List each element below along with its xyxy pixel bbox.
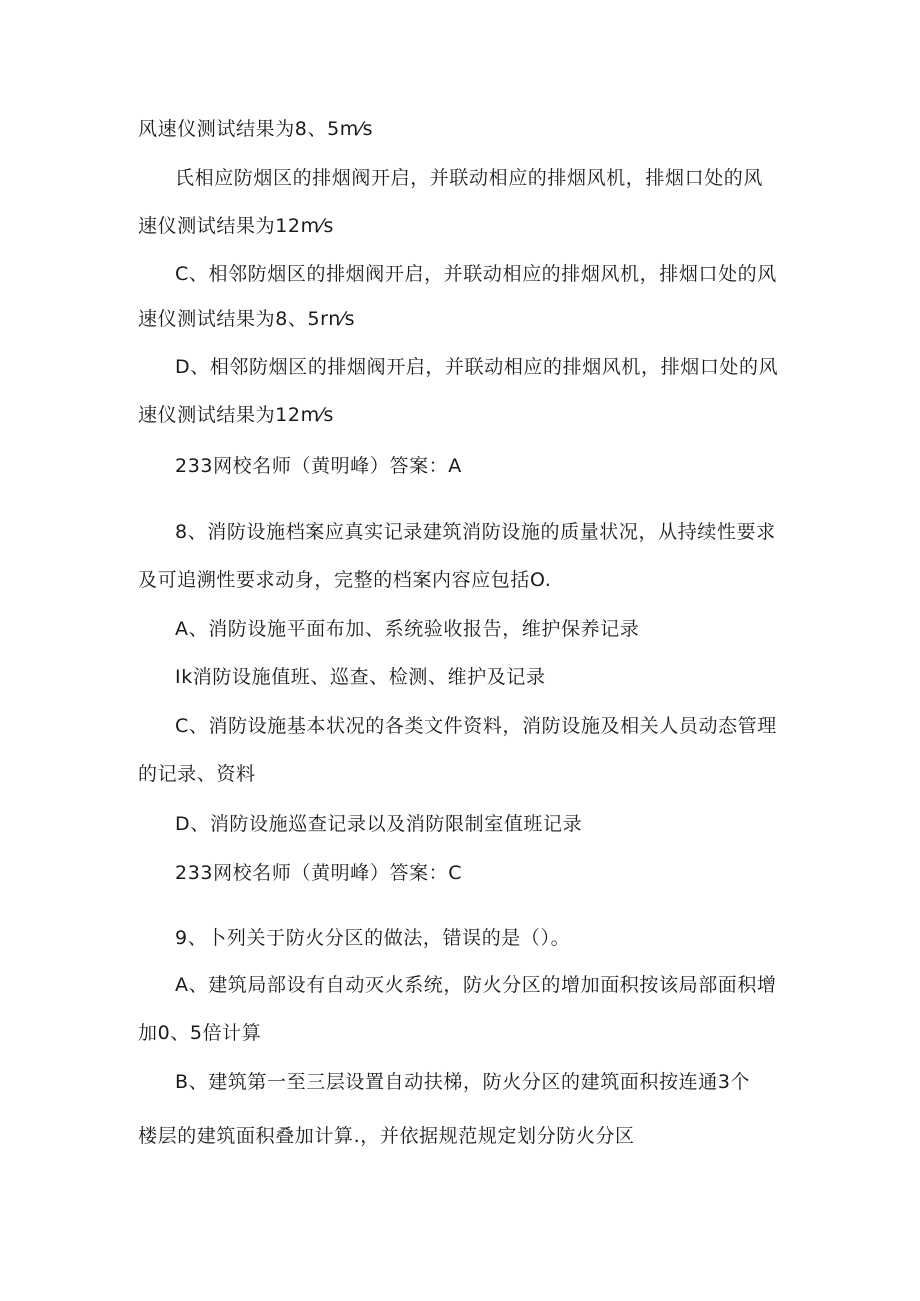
text-line: 加0、5倍计算 (138, 1022, 262, 1044)
option-line: D、消防设施巡查记录以及消防限制室值班记录 (175, 813, 583, 835)
text-line: D、相邻防烟区的排烟阀开启，并联动相应的排烟风机，排烟口处的风 (175, 356, 779, 378)
option-line: B、建筑第一至三层设置自动扶梯，防火分区的建筑面积按连通3个 (175, 1071, 751, 1093)
text-line: C、相邻防烟区的排烟阀开启，并联动相应的排烟风机，排烟口处的风 (175, 263, 777, 285)
answer-line: 233网校名师（黄明峰）答案：C (175, 862, 463, 884)
text-line: 速仪测试结果为12m⁄s (138, 215, 334, 237)
text-line: 风速仪测试结果为8、5m⁄s (138, 118, 374, 140)
option-line: Ik消防设施值班、巡查、检测、维护及记录 (175, 666, 546, 688)
text-line: 的记录、资料 (138, 763, 256, 785)
option-line: C、消防设施基本状况的各类文件资料，消防设施及相关人员动态管理 (175, 715, 777, 737)
question-line: 8、消防设施档案应真实记录建筑消防设施的质量状况，从持续性要求 (175, 521, 776, 543)
option-line: A、消防设施平面布加、系统验收报告，维护保养记录 (175, 618, 640, 640)
option-line: A、建筑局部设有自动灭火系统，防火分区的增加面积按该局部面积增 (175, 974, 777, 996)
text-line: 楼层的建筑面积叠加计算.，并依据规范规定划分防火分区 (138, 1125, 635, 1147)
text-line: 氏相应防烟区的排烟阀开启，并联动相应的排烟风机，排烟口处的风 (175, 167, 764, 189)
question-line: 9、卜列关于防火分区的做法，错误的是（）。 (175, 927, 571, 949)
text-line: 速仪测试结果为8、5rn⁄s (138, 308, 356, 330)
answer-line: 233网校名师（黄明峰）答案：A (175, 455, 462, 477)
text-line: 及可追溯性要求动身，完整的档案内容应包括O. (138, 569, 552, 591)
text-line: 速仪测试结果为12m⁄s (138, 404, 334, 426)
